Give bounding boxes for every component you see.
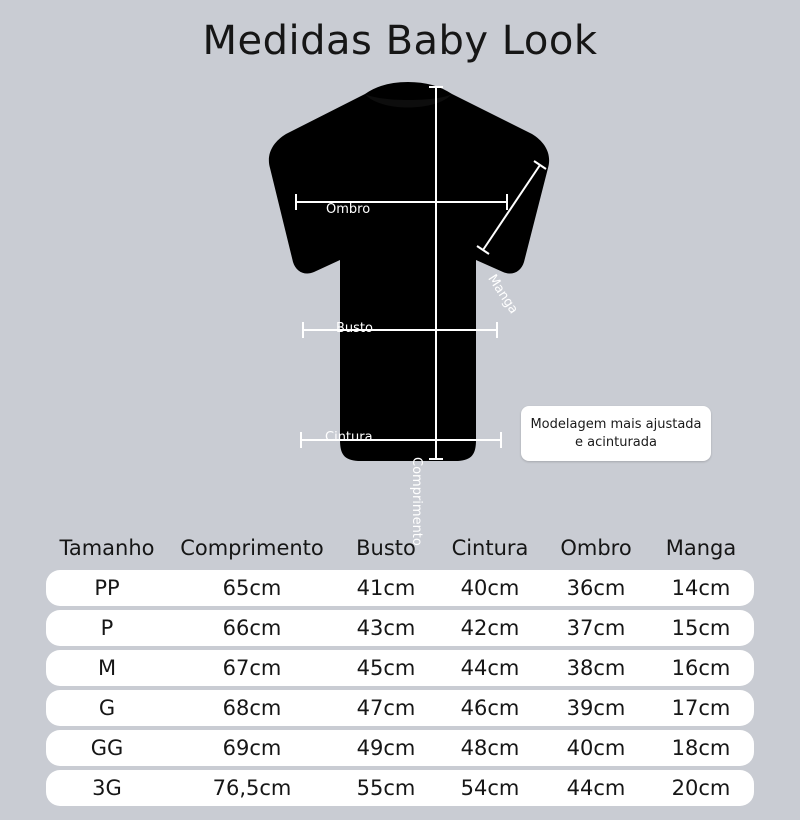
- cell-ombro: 36cm: [544, 570, 648, 606]
- cell-size: 3G: [46, 770, 168, 806]
- cell-size: M: [46, 650, 168, 686]
- cell-busto: 47cm: [336, 690, 436, 726]
- label-comprimento: Comprimento: [409, 457, 424, 546]
- table-header-row: [46, 534, 754, 566]
- cell-cintura: 54cm: [436, 770, 544, 806]
- size-table-area: [0, 530, 800, 810]
- cell-cintura: 46cm: [436, 690, 544, 726]
- fit-note: Modelagem mais ajustada e acinturada: [521, 406, 711, 461]
- cell-comprimento: 66cm: [168, 610, 336, 646]
- table-row: [46, 690, 754, 726]
- size-table: [46, 530, 754, 810]
- column-header-busto: Busto: [356, 536, 416, 560]
- cell-busto: 55cm: [336, 770, 436, 806]
- column-header-comprimento: Comprimento: [180, 536, 324, 560]
- label-ombro: Ombro: [326, 202, 371, 217]
- cell-manga: 15cm: [648, 610, 754, 646]
- cell-ombro: 40cm: [544, 730, 648, 766]
- cell-comprimento: 76,5cm: [168, 770, 336, 806]
- cell-ombro: 44cm: [544, 770, 648, 806]
- table-row: [46, 570, 754, 606]
- cell-manga: 14cm: [648, 570, 754, 606]
- table-row: [46, 650, 754, 686]
- column-header-ombro: Ombro: [560, 536, 632, 560]
- label-cintura: Cintura: [325, 430, 373, 445]
- column-header-tamanho: Tamanho: [59, 536, 155, 560]
- cell-size: P: [46, 610, 168, 646]
- cell-comprimento: 69cm: [168, 730, 336, 766]
- column-header-cintura: Cintura: [451, 536, 529, 560]
- table-row: [46, 610, 754, 646]
- cell-manga: 18cm: [648, 730, 754, 766]
- label-manga: Manga: [484, 272, 521, 317]
- cell-comprimento: 67cm: [168, 650, 336, 686]
- cell-size: PP: [46, 570, 168, 606]
- cell-comprimento: 68cm: [168, 690, 336, 726]
- measurement-illustration: [0, 72, 800, 546]
- cell-busto: 49cm: [336, 730, 436, 766]
- cell-manga: 20cm: [648, 770, 754, 806]
- cell-size: G: [46, 690, 168, 726]
- cell-size: GG: [46, 730, 168, 766]
- cell-ombro: 39cm: [544, 690, 648, 726]
- cell-cintura: 44cm: [436, 650, 544, 686]
- label-busto: Busto: [336, 321, 373, 336]
- cell-busto: 41cm: [336, 570, 436, 606]
- cell-cintura: 42cm: [436, 610, 544, 646]
- cell-busto: 43cm: [336, 610, 436, 646]
- cell-ombro: 38cm: [544, 650, 648, 686]
- table-row: [46, 770, 754, 806]
- page-title: Medidas Baby Look: [202, 18, 598, 64]
- cell-busto: 45cm: [336, 650, 436, 686]
- cell-ombro: 37cm: [544, 610, 648, 646]
- cell-manga: 17cm: [648, 690, 754, 726]
- cell-comprimento: 65cm: [168, 570, 336, 606]
- cell-manga: 16cm: [648, 650, 754, 686]
- table-row: [46, 730, 754, 766]
- cell-cintura: 48cm: [436, 730, 544, 766]
- column-header-manga: Manga: [665, 536, 737, 560]
- cell-cintura: 40cm: [436, 570, 544, 606]
